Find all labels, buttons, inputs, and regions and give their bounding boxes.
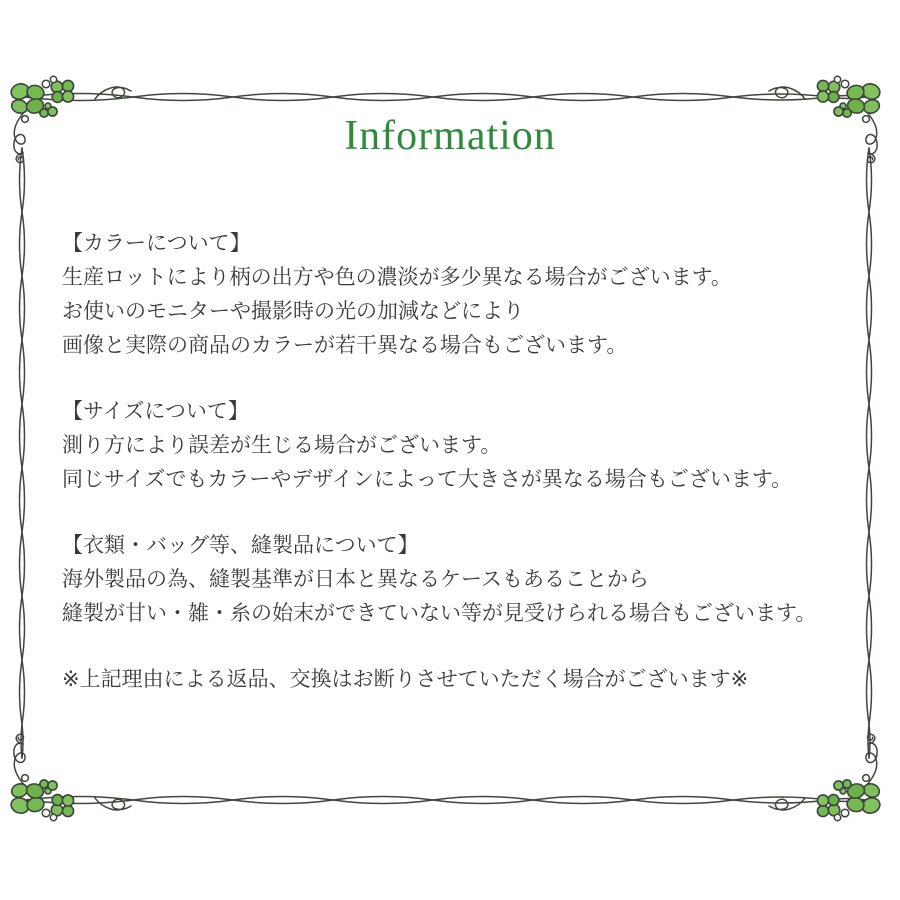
info-section-sewing bbox=[62, 528, 852, 630]
section-heading: 【サイズについて】 bbox=[62, 399, 249, 423]
info-section-size bbox=[62, 394, 852, 496]
section-line: 測り方により誤差が生じる場合がございます。 bbox=[62, 433, 502, 457]
page-title: Information bbox=[344, 113, 556, 159]
clover-ornament-bottom-right bbox=[817, 734, 882, 820]
section-line: お使いのモニターや撮影時の光の加減などにより bbox=[62, 299, 524, 323]
section-line: 同じサイズでもカラーやデザインによって大きさが異なる場合もございます。 bbox=[62, 467, 793, 491]
section-line: 生産ロットにより柄の出方や色の濃淡が多少異なる場合がございます。 bbox=[62, 265, 732, 289]
section-heading: 【衣類・バッグ等、縫製品について】 bbox=[62, 533, 419, 557]
border-top bbox=[25, 87, 866, 101]
info-section-color bbox=[62, 226, 852, 362]
section-line: 海外製品の為、縫製基準が日本と異なるケースもあることから bbox=[62, 567, 649, 591]
border-left bbox=[20, 148, 25, 758]
section-heading: 【カラーについて】 bbox=[62, 231, 251, 255]
section-line: 画像と実際の商品のカラーが若干異なる場合もございます。 bbox=[62, 333, 628, 357]
clover-ornament-bottom-left bbox=[9, 734, 74, 820]
border-bottom bbox=[25, 797, 866, 811]
info-content bbox=[62, 226, 852, 696]
returns-notice: ※上記理由による返品、交換はお断りさせていただく場合がございます※ bbox=[62, 667, 749, 691]
section-line: 縫製が甘い・雑・糸の始末ができていない等が見受けられる場合もございます。 bbox=[62, 601, 817, 625]
border-right bbox=[867, 148, 872, 758]
